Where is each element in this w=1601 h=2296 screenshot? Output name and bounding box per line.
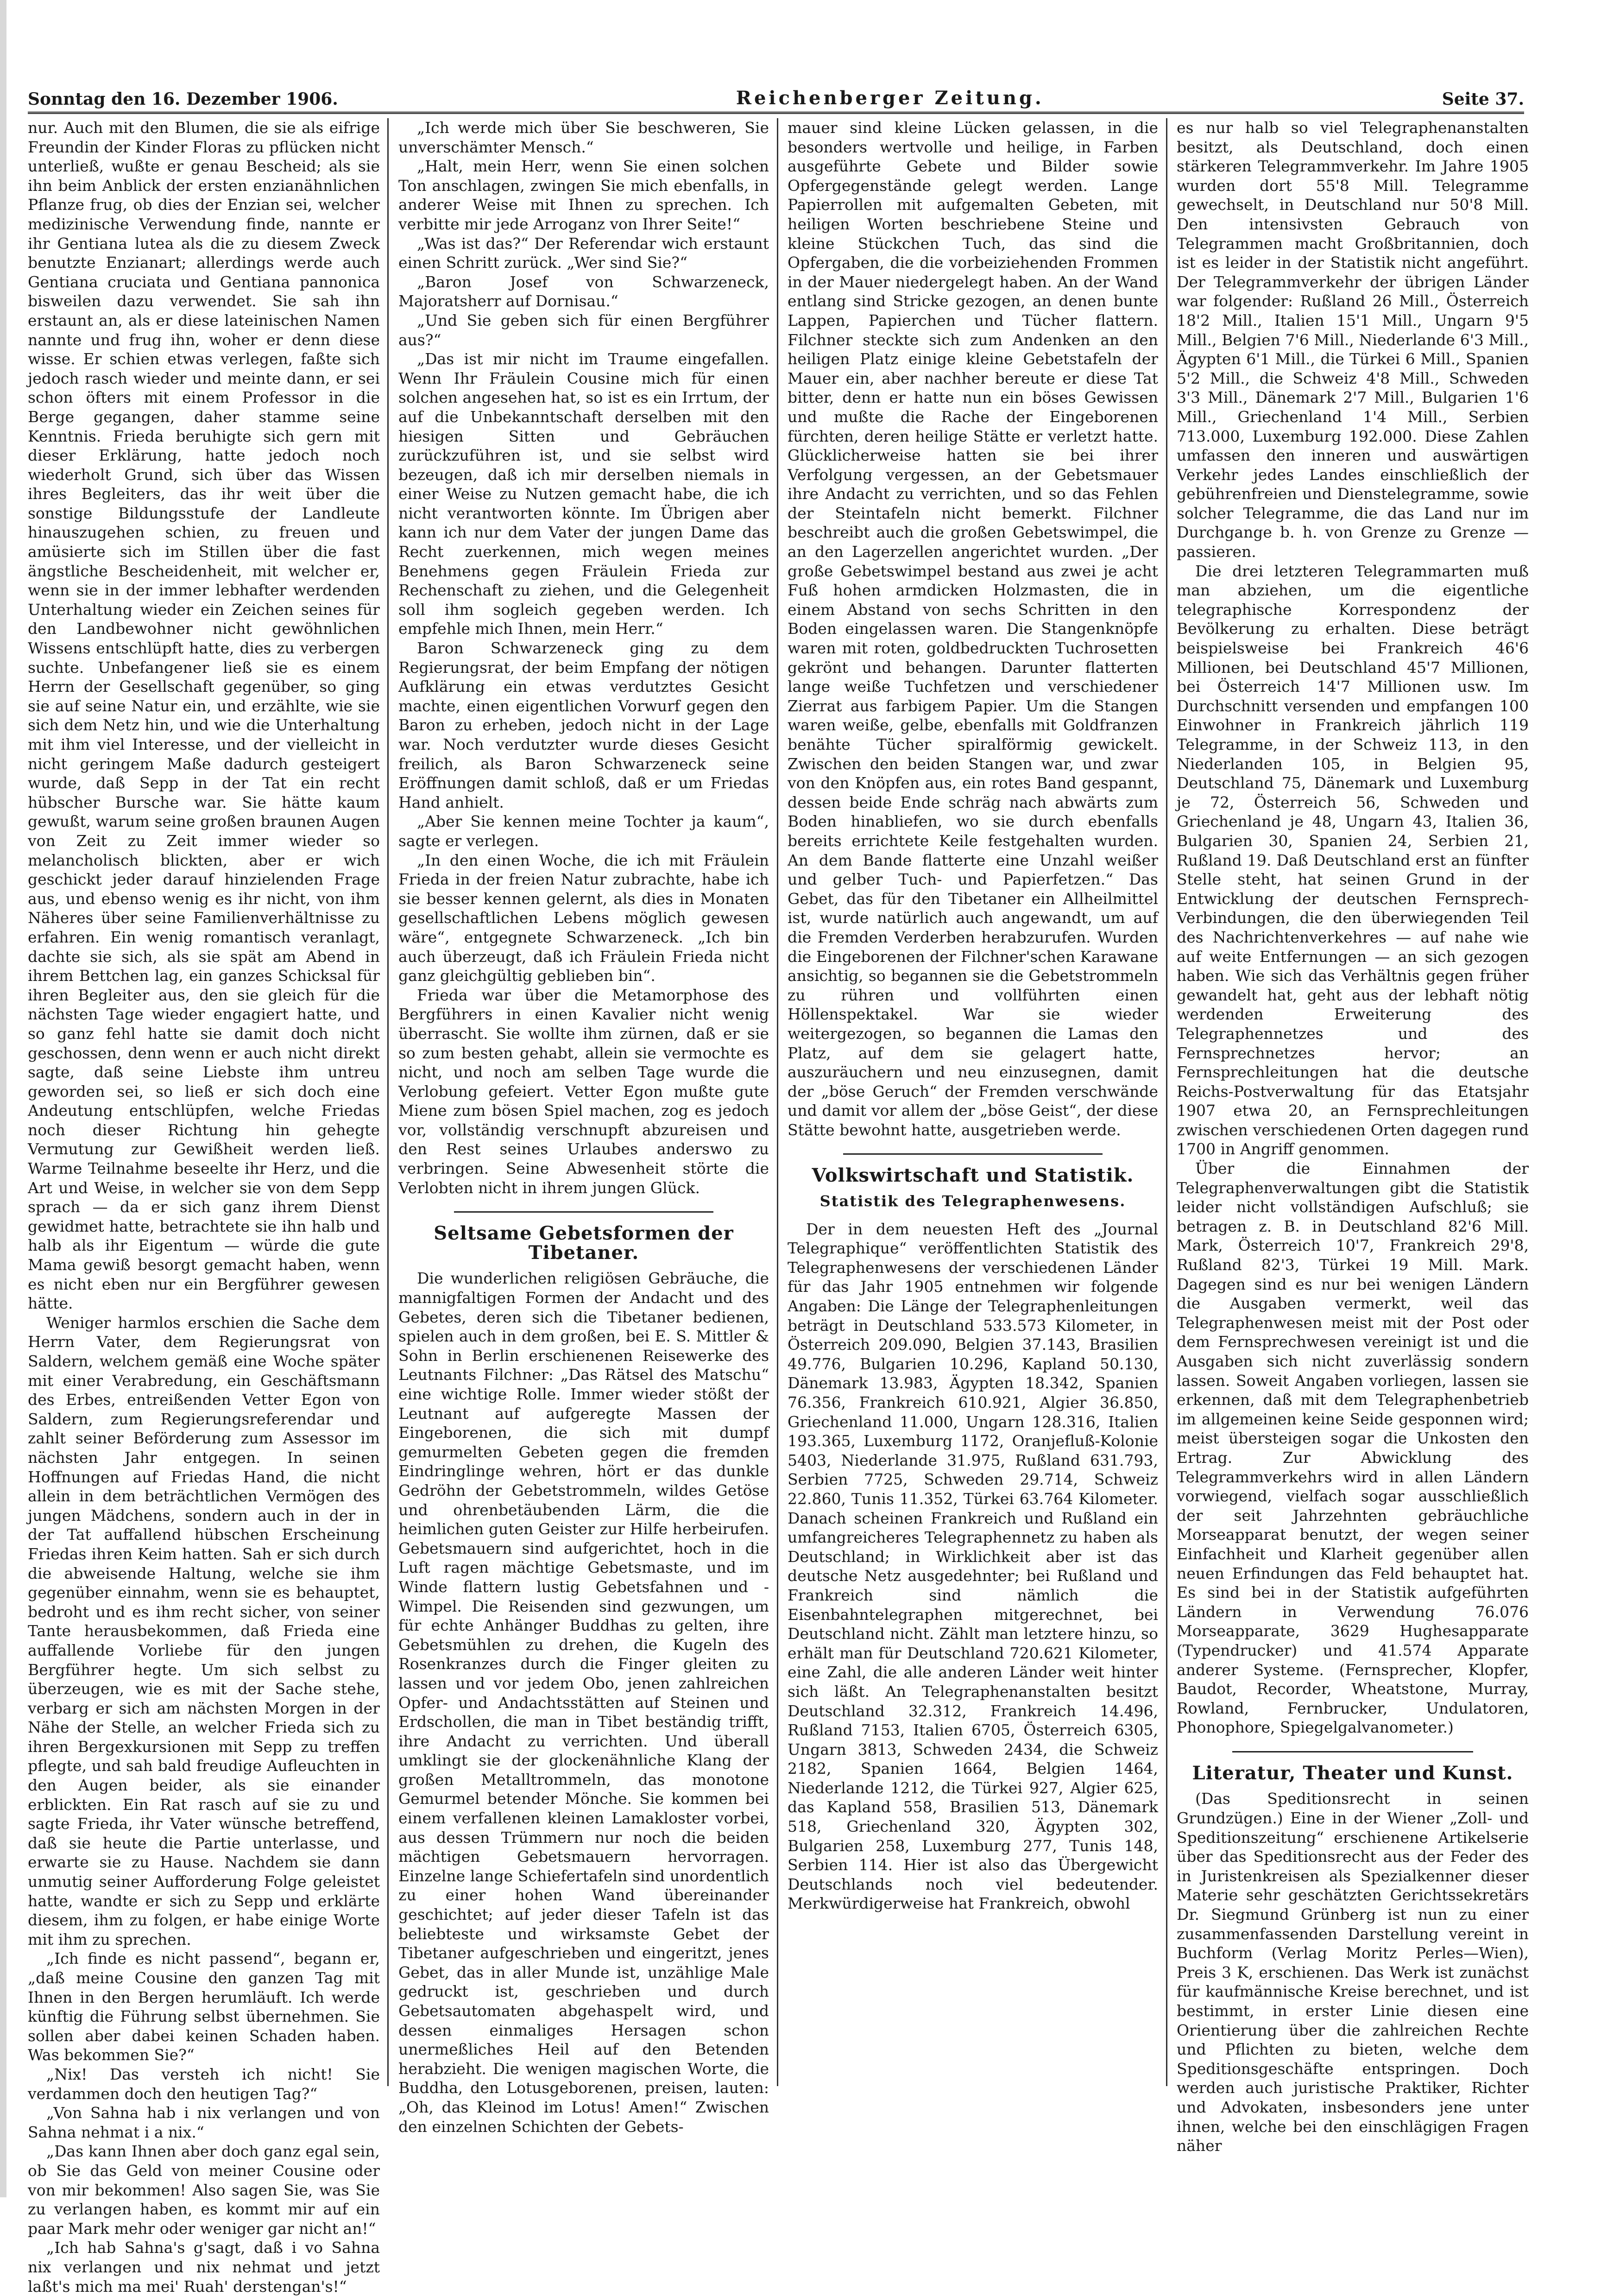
paragraph: es nur halb so viel Telegraphenanstalten besitzt, als Deutschland, doch einen stärkeren Telegrammverkehr. Im Jahre 1905 wurden dort 55'8 Mill. Telegramme gewechselt, in Deutschland nur 50'8 Mill. Den intensivsten Gebrauch von Telegrammen macht Großbritannien, doch ist es leider in der Statistik nicht angeführt. Der Telegrammverkehr der übrigen Länder war folgender: Rußland 26 Mill., Österreich 18'2 Mill., Italien 15'1 Mill., Ungarn 9'5 Mill., Belgien 7'6 Mill., Niederlande 6'3 Mill., Ägypten 6'1 Mill., die Türkei 6 Mill., Spanien 5'2 Mill., die Schweiz 4'8 Mill., Schweden 3'3 Mill., Dänemark 2'7 Mill., Bulgarien 1'6 Mill., Griechenland 1'4 Mill., Serbien 713.000, Luxemburg 192.000. Diese Zahlen umfassen den inneren und auswärtigen Verkehr jedes Landes einschließlich der gebührenfreien und Dienstelegramme, sowie solcher Telegramme, die das Land nur im Durchgange b. h. von Grenze zu Grenze — passieren. xyxy=(1177,119,1529,561)
paragraph: „Das kann Ihnen aber doch ganz egal sein, ob Sie das Geld von meiner Cousine oder von mir bekommen! Also sagen Sie, was Sie zu verlangen haben, es kommt mir auf ein paar Mark mehr oder weniger gar nicht an!“ xyxy=(28,2142,380,2238)
section-divider xyxy=(1232,1751,1473,1752)
paragraph: Die drei letzteren Telegrammarten muß man abziehen, um die eigentliche telegraphische Korrespondenz der Bevölkerung zu erhalten. Diese beträgt beispielsweise bei Frankreich 46'6 Millionen, bei Deutschland 45'7 Millionen, bei Österreich 14'7 Millionen usw. Im Durchschnitt versenden und empfangen 100 Einwohner in Frankreich jährlich 119 Telegramme, in der Schweiz 113, in den Niederlanden 105, in Belgien 95, Deutschland 75, Dänemark und Luxemburg je 72, Österreich 56, Schweden und Griechenland je 48, Ungarn 43, Italien 36, Bulgarien 30, Spanien 24, Serbien 21, Rußland 19. Daß Deutschland erst an fünfter Stelle steht, hat seinen Grund in der Entwicklung der deutschen Fernsprech-Verbindungen, die den überwiegenden Teil des Nachrichtenverkehres — auf nahe wie auf weite Entfernungen — an sich gezogen haben. Wie sich das Verhältnis gegen früher gewandelt hat, geht aus der lebhaft nötig werdenden Erweiterung des Telegraphennetzes und des Fernsprechnetzes hervor; an Fernsprechleitungen hat die deutsche Reichs-Postverwaltung für das Etatsjahr 1907 etwa 20, an Fernsprechleitungen zwischen verschiedenen Orten dagegen rund 1700 in Angriff genommen. xyxy=(1177,562,1529,1158)
paragraph: „Baron Josef von Schwarzeneck, Majoratsherr auf Dornisau.“ xyxy=(398,272,769,310)
article-headline: Seltsame Gebetsformen der Tibetaner. xyxy=(434,1222,734,1264)
header-date: Sonntag den 16. Dezember 1906. xyxy=(28,89,338,109)
paragraph: „Halt, mein Herr, wenn Sie einen solchen Ton anschlagen, zwingen Sie mich ebenfalls, in anderer Weise mit Ihnen zu sprechen. Ich verbitte mir jede Arroganz von Ihrer Seite!“ xyxy=(398,157,769,233)
header-page-number: Seite 37. xyxy=(1442,89,1524,109)
paragraph: „Aber Sie kennen meine Tochter ja kaum“, sagte er verlegen. xyxy=(398,812,769,850)
paragraph: Die wunderlichen religiösen Gebräuche, die mannigfaltigen Formen der Andacht und des Gebetes, deren sich die Tibetaner bedienen, spielen auch in dem großen, bei E. S. Mittler & Sohn in Berlin erschienenen Reisewerke des Leutnants Filchner: „Das Rätsel des Matschu“ eine wichtige Rolle. Immer wieder stößt der Leutnant auf aufgeregte Massen der Eingeborenen, die sich mit dumpf gemurmelten Gebeten gegen die fremden Eindringlinge wehren, hört er das dunkle Gedröhn der Gebetstrommeln, wildes Getöse und ohrenbetäubenden Lärm, die die heimlichen guten Geister zur Hilfe herbeirufen. Gebetsmauern sind aufgerichtet, hoch in die Luft ragen mächtige Gebetsmaste, und im Winde flattern lustig Gebetsfahnen und -Wimpel. Die Reisenden sind gezwungen, um für echte Anhänger Buddhas zu gelten, ihre Gebetsmühlen zu drehen, die Kugeln des Rosenkranzes durch die Finger gleiten zu lassen und vor jedem Obo, jenen zahlreichen Opfer- und Andachtsstätten auf Steinen und Erdschollen, die man in Tibet beständig trifft, ihre Andacht zu verrichten. Und überall umklingt sie der glockenähnliche Klang der großen Metalltrommeln, das monotone Gemurmel betender Mönche. Sie kommen bei einem verfallenen kleinen Lamakloster vorbei, aus dessen Trümmern nur noch die beiden mächtigen Gebetsmauern hervorragen. Einzelne lange Schiefertafeln sind unordentlich zu einer hohen Wand übereinander geschichtet; auf jeder dieser Tafeln ist das beliebteste und wirksamste Gebet der Tibetaner aufgeschrieben und eingeritzt, jenes Gebet, das in aller Munde ist, unzählige Male gedruckt ist, geschrieben und durch Gebetsautomaten abgehaspelt wird, und dessen einmaliges Hersagen schon unermeßliches Heil auf den Betenden herabzieht. Die wenigen magischen Worte, die Buddha, den Lotusgeborenen, preisen, lauten: „Oh, das Kleinod im Lotus! Amen!“ Zwischen den einzelnen Schichten der Gebets- xyxy=(398,1269,769,2136)
paragraph: Baron Schwarzeneck ging zu dem Regierungsrat, der beim Empfang der nötigen Aufklärung ein etwas verdutztes Gesicht machte, einen eigentlichen Vorwurf gegen den Baron zu erheben, jedoch nicht in der Lage war. Noch verdutzter wurde dieses Gesicht freilich, als Baron Schwarzeneck seine Eröffnungen damit schloß, daß er um Friedas Hand anhielt. xyxy=(398,639,769,811)
header-masthead: Reichenberger Zeitung. xyxy=(736,87,1044,109)
paragraph: „Das ist mir nicht im Traume eingefallen. Wenn Ihr Fräulein Cousine mich für einen solchen angesehen hat, so ist es ein Irrtum, der auf die Unbekanntschaft derselben mit den hiesigen Sitten und Gebräuchen zurückzuführen ist, und sie selbst wird bezeugen, daß ich mir derselben niemals in einer Weise zu Nutzen gemacht habe, die ich nicht verantworten könnte. Im Übrigen aber kann ich nur dem Vater der jungen Dame das Recht zuerkennen, mich wegen meines Benehmens gegen Fräulein Frieda zur Rechenschaft zu ziehen, und die Gelegenheit soll ihm sogleich gegeben werden. Ich empfehle mich Ihnen, mein Herr.“ xyxy=(398,350,769,638)
binding-edge xyxy=(0,0,6,2197)
column-4 xyxy=(1177,118,1529,2155)
column-1 xyxy=(28,118,380,2296)
column-rule xyxy=(1166,118,1167,2086)
paragraph: „Ich finde es nicht passend“, begann er, „daß meine Cousine den ganzen Tag mit Ihnen in den Bergen herumläuft. Ich werde künftig die Führung selbst übernehmen. Sie sollen aber dabei keinen Schaden haben. Was bekommen Sie?“ xyxy=(28,1949,380,2064)
column-rule xyxy=(387,118,389,2086)
paragraph: mauer sind kleine Lücken gelassen, in die besonders wertvolle und heilige, in Farben ausgeführte Gebete und Bilder sowie Opfergegenstände gelegt werden. Lange Papierrollen mit aufgemalten Gebeten, mit heiligen Worten beschriebene Steine und kleine Stückchen Tuch, das sind die Opfergaben, die die vorbeiziehenden Frommen in der Mauer niedergelegt haben. An der Wand entlang sind Stricke gezogen, an denen bunte Lappen, Papierchen und Tücher flattern. Filchner steckte sich zum Andenken an den heiligen Platz einige kleine Gebetstafeln der Mauer ein, aber nachher bereute er diese Tat bitter, denn er hatte nun ein böses Gewissen und mußte die Rache der Eingeborenen fürchten, deren heilige Stätte er verletzt hatte. Glücklicherweise hatten sie bei ihrer Verfolgung vergessen, an der Gebetsmauer ihre Andacht zu verrichten, und so das Fehlen der Steintafeln nicht bemerkt. Filchner beschreibt auch die großen Gebetswimpel, die an den Lagerzellen angerichtet wurden. „Der große Gebetswimpel bestand aus zwei je acht Fuß hohen armdicken Holzmasten, die in einem Abstand von sechs Schritten in den Boden eingelassen waren. Die Stangenknöpfe waren mit roten, goldbedruckten Tuchrosetten gekrönt und behangen. Darunter flatterten lange weiße Tuchfetzen und verschiedener Zierrat aus farbigem Papier. Um die Stangen waren weiße, gelbe, ebenfalls mit Goldfranzen benähte Tücher spiralförmig gewickelt. Zwischen den beiden Stangen war, und zwar von den Knöpfen aus, ein rotes Band gespannt, dessen beide Ende schräg nach abwärts zum Boden hinabliefen, wo sie durch ebenfalls bereits errichtete Keile festgehalten wurden. An dem Bande flatterte eine Unzahl weißer und gelber Tuch- und Papierfetzen.“ Das Gebet, das für den Tibetaner ein Allheilmittel ist, wurde natürlich auch angewandt, um auf die Fremden Verderben herabzurufen. Wurden die Eingeborenen der Filchner'schen Karawane ansichtig, so begannen sie die Gebetstrommeln zu rühren und vollführten einen Höllenspektakel. War sie wieder weitergezogen, so begannen die Lamas den Platz, auf dem sie gelagert hatte, auszuräuchern und neu einzusegnen, damit der „böse Geruch“ der Fremden verschwände und damit vor allem der „böse Geist“, der diese Stätte bewohnt hatte, ausgetrieben werde. xyxy=(788,119,1158,1139)
paragraph: (Das Speditionsrecht in seinen Grundzügen.) Eine in der Wiener „Zoll- und Speditionszeitung“ erschienene Artikelserie über das Speditionsrecht aus der Feder des in Juristenkreisen als Spezialkenner dieser Materie sehr geschätzten Gerichtssekretärs Dr. Siegmund Grünberg ist nun zu einer zusammenfassenden Darstellung vereint in Buchform (Verlag Moritz Perles—Wien), Preis 3 K, erschienen. Das Werk ist zunächst für kaufmännische Kreise berechnet, und ist bestimmt, in erster Linie diesen eine Orientierung über die zahlreichen Rechte und Pflichten zu bieten, welche dem Speditionsgeschäfte entspringen. Doch werden auch juristische Praktiker, Richter und Advokaten, insbesonders jene unter ihnen, welche bei den einschlägigen Fragen näher xyxy=(1177,1790,1529,2155)
section-heading: Volkswirtschaft und Statistik. xyxy=(812,1164,1134,1187)
section-divider xyxy=(454,1211,713,1213)
paragraph: „Ich werde mich über Sie beschweren, Sie unverschämter Mensch.“ xyxy=(398,119,769,156)
paragraph: „Was ist das?“ Der Referendar wich erstaunt einen Schritt zurück. „Wer sind Sie?“ xyxy=(398,234,769,272)
section-divider xyxy=(843,1153,1103,1155)
paragraph: Über die Einnahmen der Telegraphenverwaltungen gibt die Statistik leider nicht vollständigen Aufschluß; sie betragen z. B. in Deutschland 82'6 Mill. Mark, Österreich 10'7, Frankreich 29'8, Rußland 82'3, Türkei 19 Mill. Mark. Dagegen sind es nur bei wenigen Ländern die Ausgaben vermerkt, weil das Telegraphenwesen meist mit der Post oder dem Fernsprechwesen vereinigt ist und die Ausgaben sich nicht zuverlässig sondern lassen. Soweit Angaben vorliegen, lassen sie erkennen, daß mit dem Telegraphenbetrieb im allgemeinen keine Seide gesponnen wird; meist übersteigen sogar die Unkosten den Ertrag. Zur Abwicklung des Telegrammverkehrs wird in allen Ländern vorwiegend, vielfach sogar ausschließlich der seit Jahrzehnten gebräuchliche Morseapparat benutzt, der wegen seiner Einfachheit und Klarheit gegenüber allen neuen Erfindungen das Feld behauptet hat. Es sind bei in der Statistik aufgeführten Ländern in Verwendung 76.076 Morseapparate, 3629 Hughesapparate (Typendrucker) und 41.574 Apparate anderer Systeme. (Fernsprecher, Klopfer, Baudot, Recorder, Wheatstone, Murray, Rowland, Fernbrucker, Undulatoren, Phonophore, Spiegelgalvanometer.) xyxy=(1177,1159,1529,1737)
paragraph: „Und Sie geben sich für einen Bergführer aus?“ xyxy=(398,311,769,349)
section-heading: Literatur, Theater und Kunst. xyxy=(1192,1762,1513,1784)
paragraph: nur. Auch mit den Blumen, die sie als eifrige Freundin der Kinder Floras zu pflücken nicht unterließ, wußte er genau Bescheid; als sie ihn beim Anblick der ersten enzianähnlichen Pflanze frug, ob dies der Enzian sei, welcher medizinische Verwendung finde, nannte er ihr Gentiana lutea als die zu diesem Zweck benutzte Enzianart; allerdings werde auch Gentiana cruciata und Gentiana pannonica bisweilen dazu verwendet. Sie sah ihn erstaunt an, als er diese lateinischen Namen nannte und frug ihn, woher er denn diese wisse. Er schien etwas verlegen, faßte sich jedoch rasch wieder und meinte dann, er sei schon öfters mit einem Professor in die Berge gegangen, daher stamme seine Kenntnis. Frieda beruhigte sich gern mit dieser Erklärung, hatte jedoch noch wiederholt Grund, sich über das Wissen ihres Begleiters, das ihr weit über die sonstige Bildungsstufe der Landleute hinauszugehen schien, zu freuen und amüsierte sich im Stillen über die fast ängstliche Bescheidenheit, mit welcher er, wenn sie in der immer lebhafter werdenden Unterhaltung wieder ein Zeichen seines für den Landbewohner nicht gewöhnlichen Wissens entschlüpft hatte, dies zu verbergen suchte. Unbefangener ließ sie es einem Herrn der Gesellschaft gegenüber, so ging sie auf seine Natur ein, und erzählte, wie sie sich dem Netz hin, und wie die Unterhaltung mit ihm viel Interesse, und der vielleicht in nicht geringem Maße dadurch gesteigert wurde, daß Sepp in der Tat ein recht hübscher Bursche war. Sie hätte kaum gewußt, warum seine großen braunen Augen von Zeit zu Zeit immer wieder so melancholisch blickten, aber er wich geschickt jeder darauf hinzielenden Frage aus, und ebenso wenig es ihr nicht, von ihm Näheres über seine Familienverhältnisse zu erfahren. Ein wenig romantisch veranlagt, dachte sie sich, als sie spät am Abend in ihrem Bettchen lag, ein ganzes Schicksal für ihren Begleiter aus, den sie gleich für die nächsten Tage wieder engagiert hatte, und so ganz fehl hatte sie damit doch nicht geschossen, denn wenn er auch nicht direkt sagte, daß seine Liebste ihm untreu geworden sei, so ließ er sich doch eine Andeutung entschlüpfen, welche Friedas noch dieser Richtung hin gehegte Vermutung zur Gewißheit werden ließ. Warme Teilnahme beseelte ihr Herz, und die Art und Weise, in welcher sie von dem Sepp sprach — da er sich ganz ihrem Dienst gewidmet hatte, betrachtete sie ihn halb und halb als ihr Eigentum — würde die gute Mama gewiß besorgt gemacht haben, wenn es nicht eben nur ein Bergführer gewesen hätte. xyxy=(28,119,380,1313)
page-header xyxy=(28,81,1524,114)
paragraph: Der in dem neuesten Heft des „Journal Telegraphique“ veröffentlichten Statistik des Telegraphenwesens der verschiedenen Länder für das Jahr 1905 entnehmen wir folgende Angaben: Die Länge der Telegraphenleitungen beträgt in Deutschland 533.573 Kilometer, in Österreich 209.090, Belgien 37.143, Brasilien 49.776, Bulgarien 10.296, Kapland 50.130, Dänemark 13.983, Ägypten 18.342, Spanien 76.356, Frankreich 610.921, Algier 36.850, Griechenland 11.000, Ungarn 128.316, Italien 193.365, Luxemburg 1172, Oranjefluß-Kolonie 5403, Niederlande 31.975, Rußland 631.793, Serbien 7725, Schweden 29.714, Schweiz 22.860, Tunis 11.352, Türkei 63.764 Kilometer. Danach scheinen Frankreich und Rußland ein umfangreicheres Telegraphennetz zu haben als Deutschland; in Wirklichkeit aber ist das deutsche Netz ausgedehnter; bei Rußland und Frankreich sind nämlich die Eisenbahntelegraphen mitgerechnet, bei Deutschland nicht. Zählt man letztere hinzu, so erhält man für Deutschland 720.621 Kilometer, eine Zahl, die alle anderen Länder weit hinter sich läßt. An Telegraphenanstalten besitzt Deutschland 32.312, Frankreich 14.496, Rußland 7153, Italien 6705, Österreich 6305, Ungarn 3813, Schweden 2434, die Schweiz 2182, Spanien 1664, Belgien 1464, Niederlande 1212, die Türkei 927, Algier 625, das Kapland 558, Brasilien 513, Dänemark 518, Griechenland 320, Ägypten 302, Bulgarien 258, Luxemburg 277, Tunis 148, Serbien 114. Hier ist also das Übergewicht Deutschlands noch viel bedeutender. Merkwürdigerweise hat Frankreich, obwohl xyxy=(788,1220,1158,1913)
column-2 xyxy=(398,118,769,2136)
paragraph: „Nix! Das versteh ich nicht! Sie verdammen doch den heutigen Tag?“ xyxy=(28,2065,380,2103)
column-3 xyxy=(788,118,1158,2086)
paragraph: Frieda war über die Metamorphose des Bergführers in einen Kavalier nicht wenig überrascht. Sie wollte ihm zürnen, daß er sie so zum besten gehabt, allein sie vermochte es nicht, und noch am selben Tage wurde die Verlobung gefeiert. Vetter Egon mußte gute Miene zum bösen Spiel machen, zog es jedoch vor, vollständig verschnupft abzureisen und den Rest seines Urlaubes anderswo zu verbringen. Seine Abwesenheit störte die Verlobten nicht in ihrem jungen Glück. xyxy=(398,986,769,1197)
paragraph: „In den einen Woche, die ich mit Fräulein Frieda in der freien Natur zubrachte, habe ich sie besser kennen gelernt, als dies in Monaten gesellschaftlichen Lebens möglich gewesen wäre“, entgegnete Schwarzeneck. „Ich bin auch überzeugt, daß ich Fräulein Frieda nicht ganz gleichgültig geblieben bin“. xyxy=(398,851,769,985)
paragraph: Weniger harmlos erschien die Sache dem Herrn Vater, dem Regierungsrat von Saldern, welchem gemäß eine Woche später mit einer Verabredung, ein Geschäftsmann des Erbes, entreißenden Vetter Egon von Saldern, zum Regierungsreferendar und zahlt seiner Beförderung zum Assessor im nächsten Jahr entgegen. In seinen Hoffnungen auf Friedas Hand, die nicht allein in dem beträchtlichen Vermögen des jungen Mädchens, sondern auch in der in der Tat auffallend hübschen Erscheinung Friedas ihren Keim hatten. Sah er sich durch die abweisende Haltung, welche sie ihm gegenüber einnahm, wenn sie es behauptet, bedroht und es ihm recht sicher, von seiner Tante herausbekommen, daß Frieda eine auffallende Vorliebe für den jungen Bergführer hegte. Um sich selbst zu überzeugen, wie es mit der Sache stehe, verbarg er sich am nächsten Morgen in der Nähe der Stelle, an welcher Frieda sich zu ihren Bergexkursionen mit Sepp zu treffen pflegte, und sah bald freudige Aufleuchten in den Augen beider, als sie einander erblickten. Ein Rat rasch auf sie zu und sagte Frieda, ihr Vater wünsche betreffend, daß sie heute die Partie unterlasse, und erwarte sie zu Hause. Nachdem sie dann unmutig seiner Aufforderung Folge geleistet hatte, wandte er sich zu Sepp und erklärte diesem, ihm zu folgen, er habe einige Worte mit ihm zu sprechen. xyxy=(28,1313,380,1948)
column-rule xyxy=(777,118,778,2086)
paragraph: „Ich hab Sahna's g'sagt, daß i vo Sahna nix verlangen und nix nehmat und jetzt laßt's mich ma mei' Ruah' derstengan's!“ xyxy=(28,2239,380,2296)
paragraph: „Von Sahna hab i nix verlangen und von Sahna nehmat i a nix.“ xyxy=(28,2104,380,2141)
article-headline: Statistik des Telegraphenwesens. xyxy=(819,1192,1126,1210)
